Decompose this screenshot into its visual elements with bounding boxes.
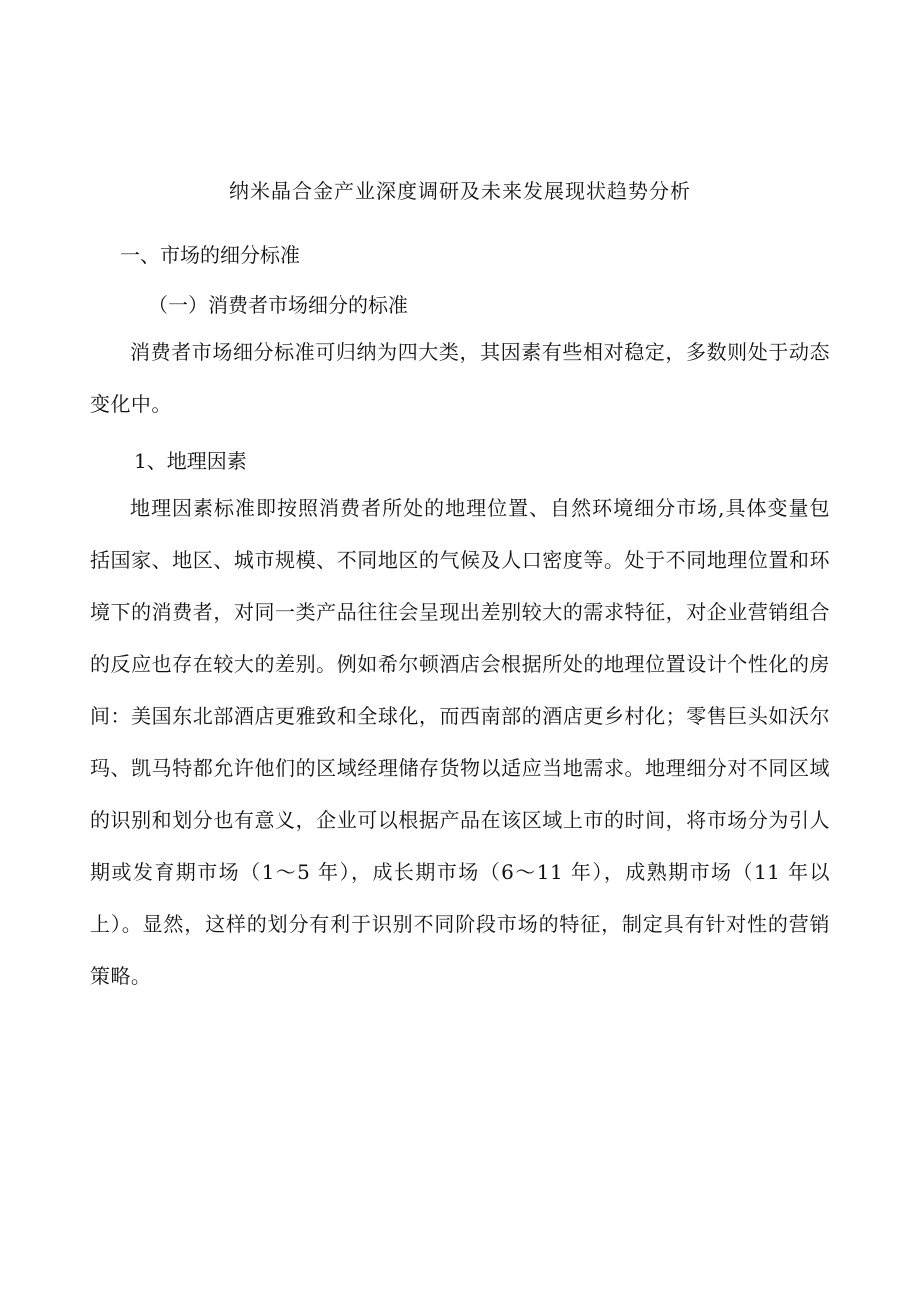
item-heading: 1、地理因素 — [134, 449, 247, 473]
section-heading: 一、市场的细分标准 — [120, 243, 300, 267]
item-paragraph: 地理因素标准即按照消费者所处的地理位置、自然环境细分市场,具体变量包括国家、地区、城市规模、不同地区的气候及人口密度等。处于不同地理位置和环境下的消费者，对同一类产品往往会呈现出差别较大的需求特征，对企业营销组合的反应也存在较大的差别。例如希尔顿酒店会根据所处的地理位置设计个性化的房间：美国东北部酒店更雅致和全球化，而西南部的酒店更乡村化；零售巨头如沃尔玛、凯马特都允许他们的区域经理储存货物以适应当地需求。地理细分对不同区域的识别和划分也有意义，企业可以根据产品在该区域上市的时间，将市场分为引人期或发育期市场（1～5 年），成长期市场（6～11 年），成熟期市场（11 年以上）。显然，这样的划分有利于识别不同阶段市场的特征，制定具有针对性的营销策略。 — [90, 496, 830, 988]
intro-paragraph: 消费者市场细分标准可归纳为四大类，其因素有些相对稳定，多数则处于动态变化中。 — [90, 340, 830, 416]
subsection-heading: （一）消费者市场细分的标准 — [148, 293, 408, 317]
document-title: 纳米晶合金产业深度调研及未来发展现状趋势分析 — [229, 179, 691, 203]
